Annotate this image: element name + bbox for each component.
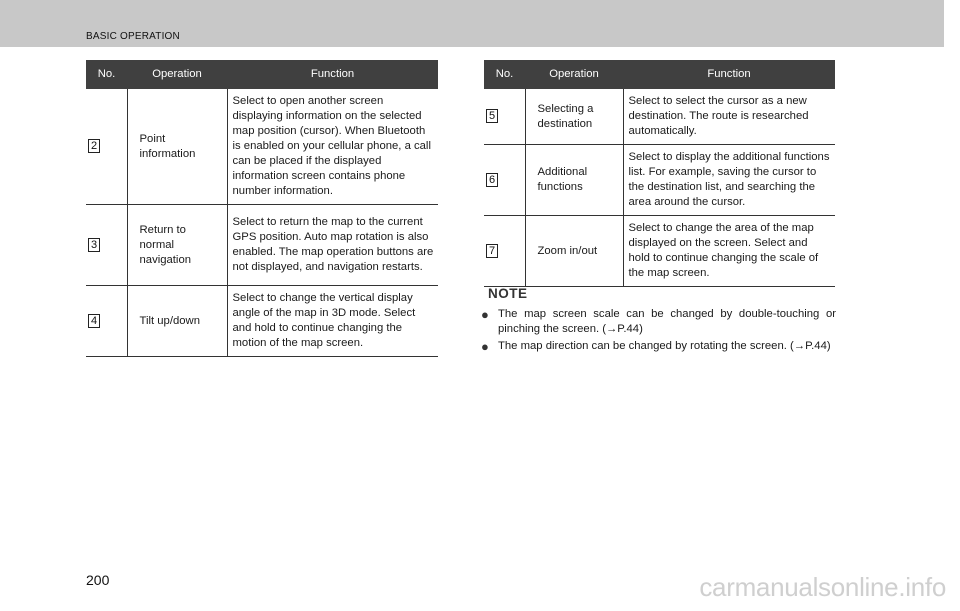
operation-cell bbox=[525, 216, 623, 287]
number-box: 6 bbox=[486, 173, 498, 187]
column-header-function: Function bbox=[623, 60, 835, 89]
function-description: Select to change the vertical display angle of the map in 3D mode. Select and hold to continue changing the motion of the map screen. bbox=[227, 286, 438, 357]
operation-cell bbox=[127, 89, 227, 205]
row-number bbox=[484, 145, 525, 216]
note-text: The map screen scale can be changed by double-touching or pinching the screen. (→P.44) bbox=[498, 308, 836, 335]
operation-label: Tilt up/down bbox=[139, 314, 200, 327]
list-item bbox=[476, 339, 836, 354]
number-box: 3 bbox=[88, 238, 100, 252]
bullet-icon: ● bbox=[481, 339, 489, 354]
table-header-row bbox=[484, 60, 835, 89]
function-description: Select to open another screen displaying information on the selected map position (cursor). When Bluetooth is enabled on your cellular phone, a call can be placed if the displayed information screen contains phone number information. bbox=[227, 89, 438, 205]
column-header-operation: Operation bbox=[525, 60, 623, 89]
operation-label: Additional functions bbox=[537, 166, 588, 193]
number-box: 2 bbox=[88, 139, 100, 153]
operation-label: Return to normal navigation bbox=[139, 223, 192, 266]
page-number: 200 bbox=[86, 572, 110, 588]
bullet-icon: ● bbox=[481, 307, 489, 322]
operation-label: Zoom in/out bbox=[537, 244, 598, 257]
operations-table-right bbox=[484, 60, 835, 287]
function-description: Select to change the area of the map displayed on the screen. Select and hold to continue changing the scale of the map screen. bbox=[623, 216, 835, 287]
section-title: BASIC OPERATION bbox=[86, 31, 180, 42]
operation-cell bbox=[127, 286, 227, 357]
table-row bbox=[484, 216, 835, 287]
note-list bbox=[476, 307, 836, 354]
table-row bbox=[86, 205, 438, 286]
number-box: 4 bbox=[88, 314, 100, 328]
table-header-row bbox=[86, 60, 438, 89]
note-section bbox=[476, 286, 836, 356]
table-row bbox=[86, 286, 438, 357]
row-number bbox=[86, 205, 127, 286]
operation-cell bbox=[127, 205, 227, 286]
function-description: Select to select the cursor as a new destination. The route is researched automatically. bbox=[623, 89, 835, 145]
column-header-no: No. bbox=[86, 60, 127, 89]
note-title: NOTE bbox=[488, 286, 528, 301]
number-box: 5 bbox=[486, 109, 498, 123]
row-number bbox=[86, 89, 127, 205]
watermark: carmanualsonline.info bbox=[699, 572, 946, 602]
row-number bbox=[86, 286, 127, 357]
operation-cell bbox=[525, 145, 623, 216]
operations-table-left bbox=[86, 60, 438, 357]
column-header-operation: Operation bbox=[127, 60, 227, 89]
table-row bbox=[86, 89, 438, 205]
header-bar bbox=[0, 0, 944, 47]
table-row bbox=[484, 89, 835, 145]
table-row bbox=[484, 145, 835, 216]
column-header-function: Function bbox=[227, 60, 438, 89]
list-item bbox=[476, 307, 836, 337]
function-description: Select to return the map to the current GPS position. Auto map rotation is also enabled. The map operation buttons are not displayed, and navigation restarts. bbox=[227, 205, 438, 286]
operation-label: Point information bbox=[139, 132, 196, 160]
row-number bbox=[484, 216, 525, 287]
operation-cell bbox=[525, 89, 623, 145]
column-header-no: No. bbox=[484, 60, 525, 89]
row-number bbox=[484, 89, 525, 145]
number-box: 7 bbox=[486, 244, 498, 258]
operation-label: Selecting a destination bbox=[537, 102, 594, 130]
note-text: The map direction can be changed by rotating the screen. (→P.44) bbox=[498, 340, 831, 352]
function-description: Select to display the additional functions list. For example, saving the cursor to the destination list, and searching the area around the cursor. bbox=[623, 145, 835, 216]
